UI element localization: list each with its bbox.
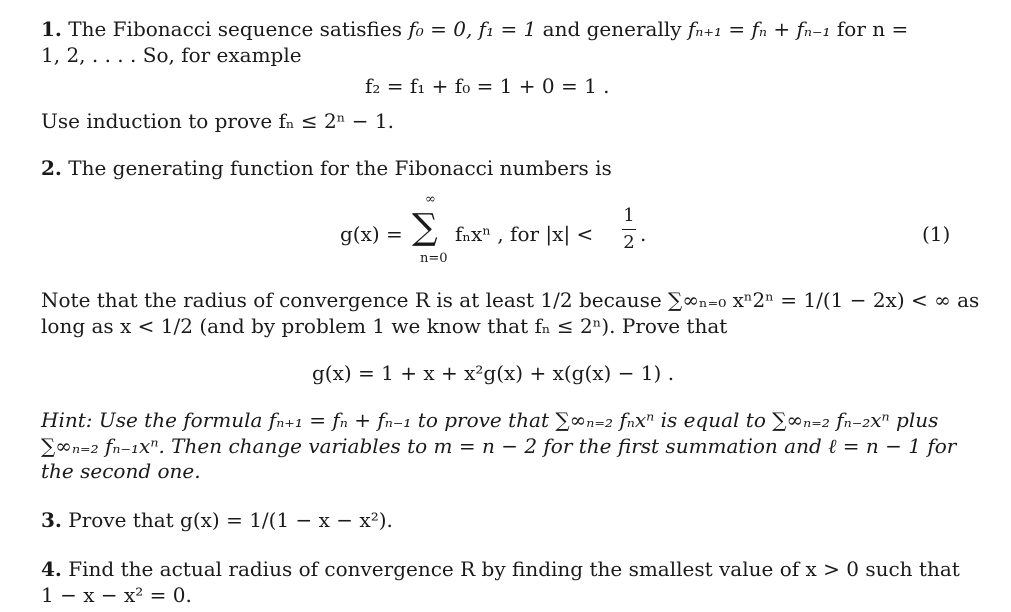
eq1-period: . xyxy=(640,222,647,246)
problem-4-line-2: 1 − x − x² = 0. xyxy=(41,583,192,607)
problem-2-intro xyxy=(41,156,612,180)
initial-conditions: f₀ = 0, f₁ = 1 xyxy=(408,17,537,41)
problem-1-tail: for n = xyxy=(830,17,909,41)
problem-2-note-line-2: long as x < 1/2 (and by problem 1 we know that fₙ ≤ 2ⁿ). Prove that xyxy=(41,314,728,338)
problem-3-text: Prove that g(x) = 1/(1 − x − x²). xyxy=(68,508,393,532)
frac-numerator: 1 xyxy=(623,205,635,226)
problem-1-line-2: 1, 2, . . . . So, for example xyxy=(41,43,302,67)
frac-bar xyxy=(622,229,636,230)
problem-1-text: The Fibonacci sequence satisfies xyxy=(68,17,409,41)
equation-tag: (1) xyxy=(922,222,951,246)
sum-lower-limit: n=0 xyxy=(420,251,448,266)
problem-3-number: 3. xyxy=(41,508,62,532)
hint-line-3: the second one. xyxy=(41,459,201,483)
problem-4-number: 4. xyxy=(41,557,62,581)
problem-1-task: Use induction to prove fₙ ≤ 2ⁿ − 1. xyxy=(41,109,394,133)
problem-4-line-1 xyxy=(41,557,960,581)
eq1-lhs: g(x) = xyxy=(340,222,403,246)
problem-2-note-line-1: Note that the radius of convergence R is at least 1/2 because ∑∞ₙ₌₀ xⁿ2ⁿ = 1/(1 − 2x) < ∞ as xyxy=(41,288,980,312)
problem-2-display-equation: g(x) = 1 + x + x²g(x) + x(g(x) − 1) . xyxy=(312,361,675,385)
hint-line-2: ∑∞ₙ₌₂ fₙ₋₁xⁿ. Then change variables to m = n − 2 for the first summation and ℓ = n − 1 for xyxy=(41,434,957,458)
hint-line-1: Hint: Use the formula fₙ₊₁ = fₙ + fₙ₋₁ to prove that ∑∞ₙ₌₂ fₙxⁿ is equal to ∑∞ₙ₌₂ fₙ₋₂xⁿ plus xyxy=(41,408,939,432)
sum-upper-limit: ∞ xyxy=(425,192,436,207)
problem-1-mid: and generally xyxy=(536,17,688,41)
problem-4-text: Find the actual radius of convergence R by finding the smallest value of x > 0 such that xyxy=(68,557,960,581)
problem-3 xyxy=(41,508,393,532)
eq1-rhs: fₙxⁿ , for |x| < xyxy=(455,222,594,246)
problem-2-intro-text: The generating function for the Fibonacci numbers is xyxy=(68,156,612,180)
recurrence: fₙ₊₁ = fₙ + fₙ₋₁ xyxy=(687,17,831,41)
problem-1-number: 1. xyxy=(41,17,62,41)
frac-denominator: 2 xyxy=(623,232,635,253)
problem-1-display-equation: f₂ = f₁ + f₀ = 1 + 0 = 1 . xyxy=(365,74,610,98)
problem-2-number: 2. xyxy=(41,156,62,180)
summation-symbol: ∑ xyxy=(412,207,438,248)
problem-1-line-1 xyxy=(41,17,908,41)
